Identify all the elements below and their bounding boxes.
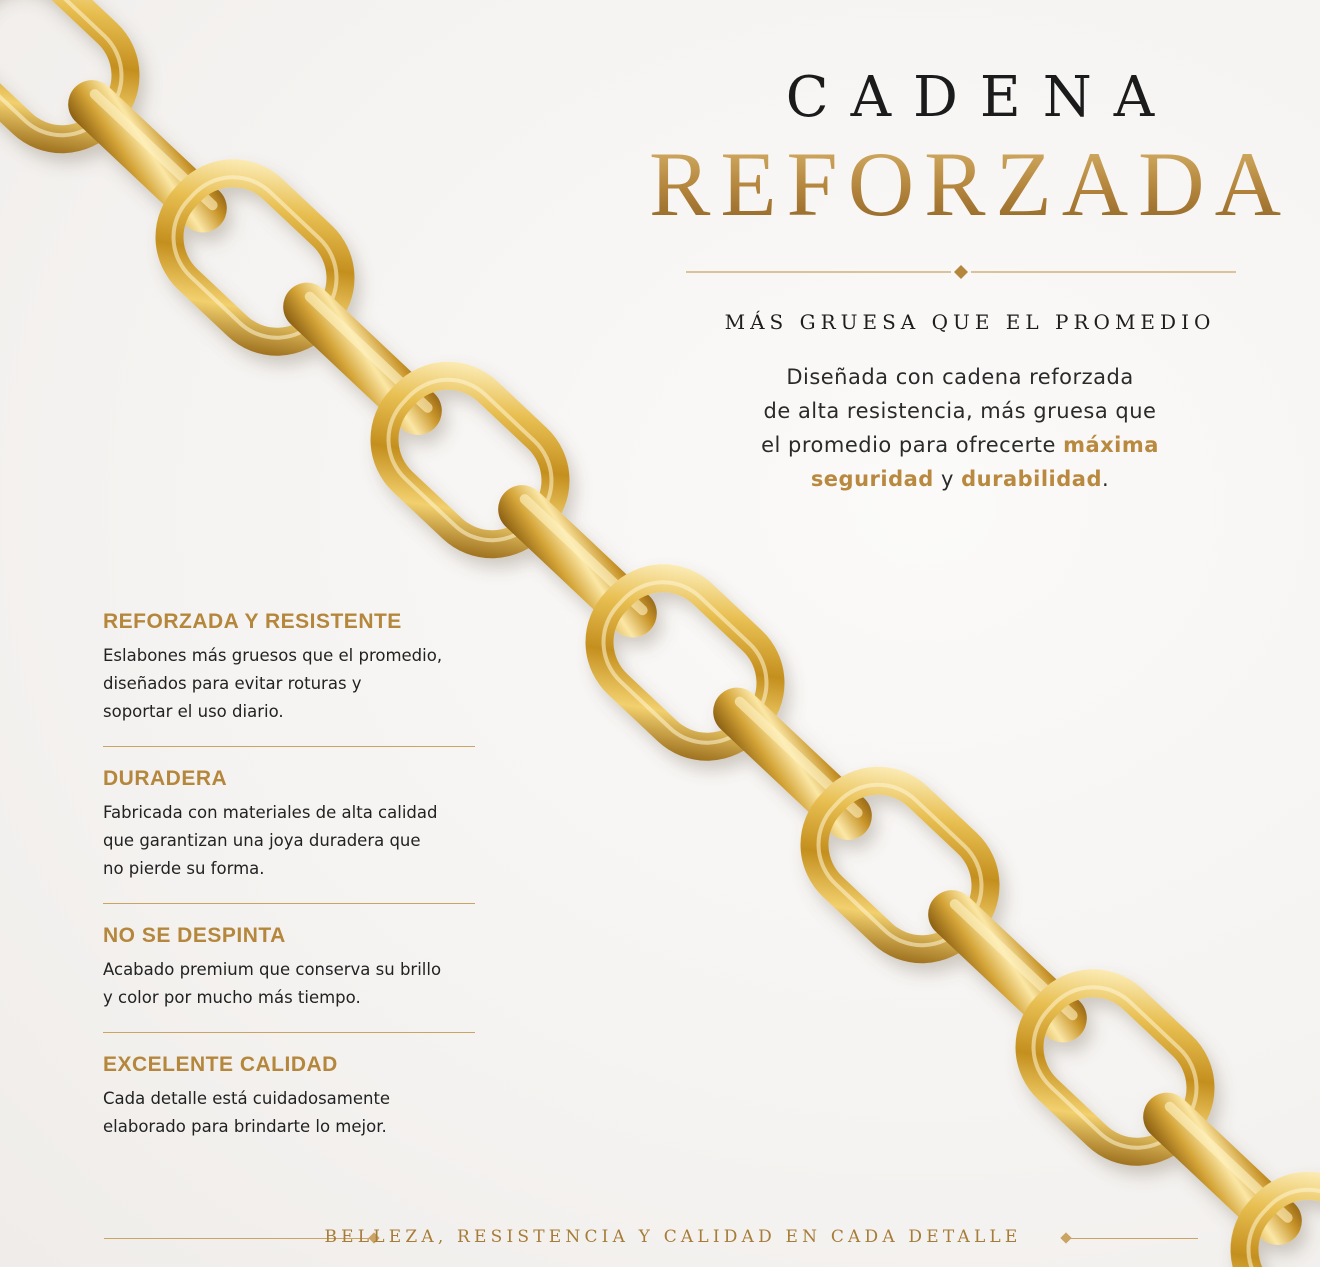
intro-paragraph (690, 360, 1230, 496)
feature-item (103, 610, 475, 726)
feature-line: no pierde su forma. (103, 859, 265, 878)
feature-line: que garantizan una joya duradera que (103, 831, 421, 850)
subtitle: MÁS GRUESA QUE EL PROMEDIO (724, 310, 1216, 334)
intro-accent: máxima (1063, 433, 1159, 457)
page-title-main: REFORZADA (640, 138, 1300, 230)
feature-line: Eslabones más gruesos que el promedio, (103, 646, 443, 665)
page-title-top: CADENA (785, 65, 1177, 130)
feature-line: y color por mucho más tiempo. (103, 988, 361, 1007)
intro-text: . (1101, 467, 1110, 491)
feature-text (103, 956, 475, 1012)
footer (100, 1222, 1300, 1256)
chain-link (703, 678, 882, 850)
intro-line: Diseñada con cadena reforzada (786, 365, 1134, 389)
feature-line: elaborado para brindarte lo mejor. (103, 1117, 387, 1136)
footer-tagline: BELLEZA, RESISTENCIA Y CALIDAD EN CADA DETALLE (324, 1227, 1022, 1247)
feature-title: NO SE DESPINTA (103, 924, 286, 947)
feature-text (103, 642, 475, 726)
feature-text (103, 1085, 475, 1141)
feature-item (103, 767, 475, 883)
feature-line: soportar el uso diario. (103, 702, 284, 721)
intro-line (690, 428, 1230, 462)
feature-line: Acabado premium que conserva su brillo (103, 960, 442, 979)
feature-text (103, 799, 475, 883)
feature-line: diseñados para evitar roturas y (103, 674, 362, 693)
feature-item (103, 1053, 475, 1141)
feature-item (103, 924, 475, 1012)
chain-link (918, 880, 1097, 1052)
features-list (103, 610, 475, 1141)
divider (103, 1032, 475, 1033)
divider (103, 903, 475, 904)
feature-title: EXCELENTE CALIDAD (103, 1053, 338, 1076)
footer-divider-right (1070, 1238, 1198, 1239)
chain-link (273, 273, 452, 445)
title-divider (686, 262, 1236, 282)
title-block (640, 65, 1300, 235)
intro-line: de alta resistencia, más gruesa que (763, 399, 1157, 423)
intro-text: y (933, 467, 962, 491)
intro-accent: seguridad (810, 467, 934, 491)
feature-title: REFORZADA Y RESISTENTE (103, 610, 402, 633)
chain-link (58, 70, 237, 242)
feature-title: DURADERA (103, 767, 228, 790)
feature-line: Fabricada con materiales de alta calidad (103, 803, 438, 822)
divider (103, 746, 475, 747)
intro-accent: durabilidad (961, 467, 1102, 491)
chain-link (488, 475, 667, 647)
intro-line (690, 462, 1230, 496)
intro-text: el promedio para ofrecerte (761, 433, 1064, 457)
feature-line: Cada detalle está cuidadosamente (103, 1089, 391, 1108)
